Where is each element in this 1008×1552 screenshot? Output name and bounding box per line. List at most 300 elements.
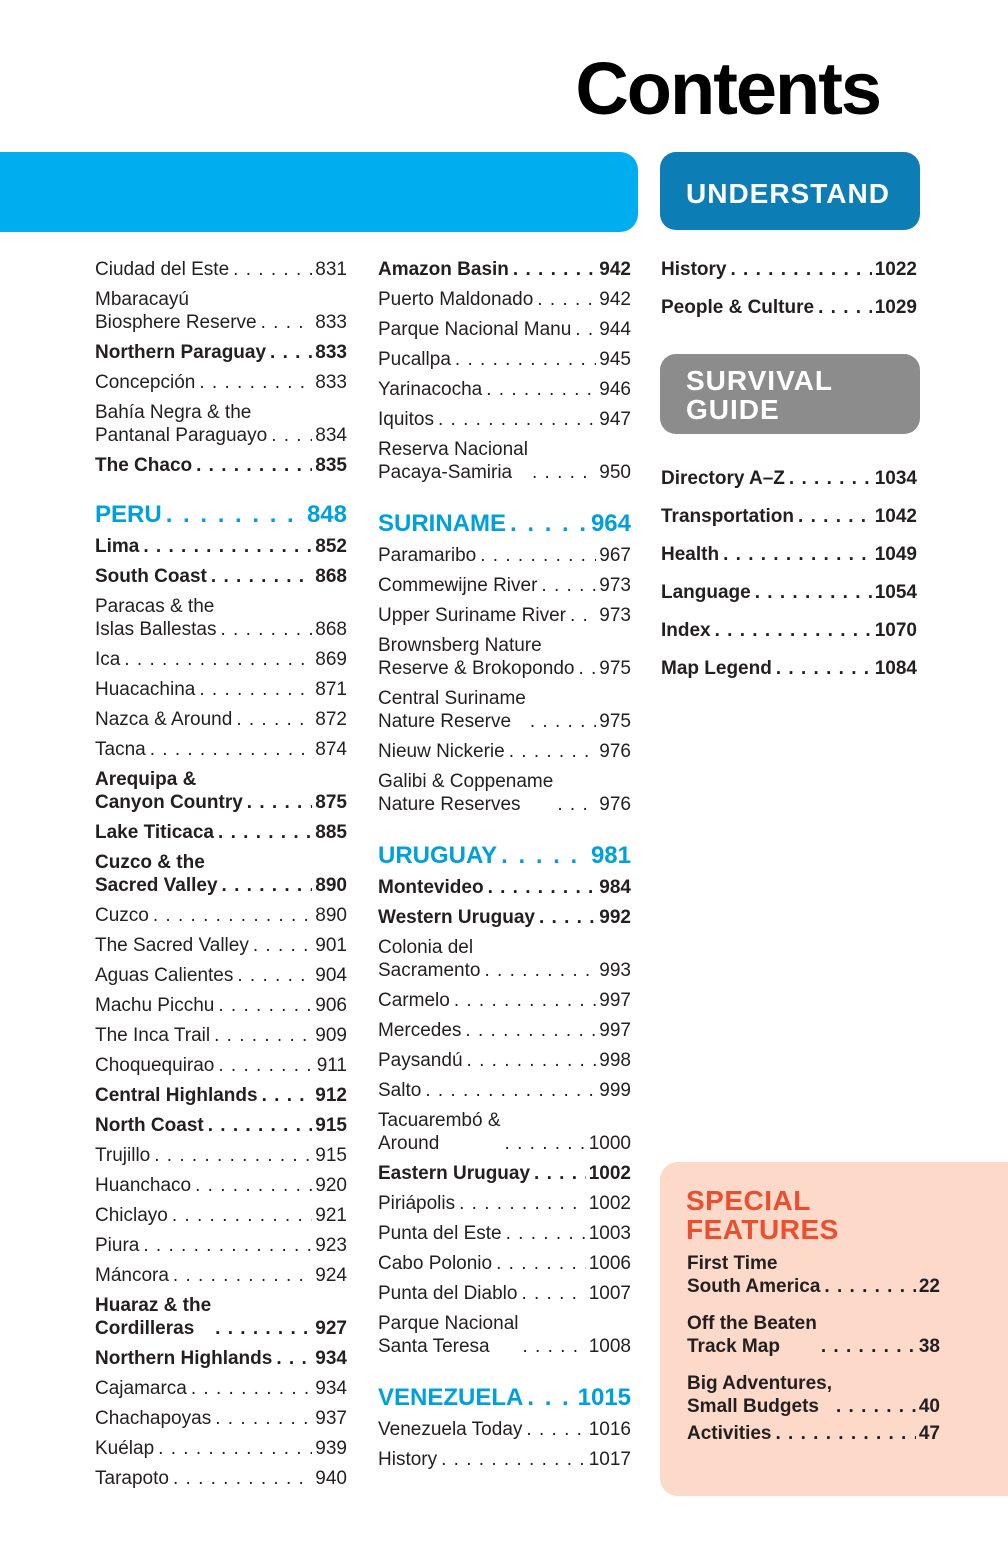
toc-entry-title: Parque Nacional Santa Teresa: [378, 1313, 519, 1357]
dot-leader: [557, 793, 596, 816]
dot-leader: [496, 1252, 586, 1275]
toc-entry-title: Northern Paraguay: [95, 342, 267, 363]
survival-guide-title: SURVIVAL GUIDE: [686, 365, 833, 425]
dot-leader: [214, 1024, 312, 1047]
toc-page-number: 992: [599, 907, 631, 928]
toc-entry-title: Parque Nacional Manu: [378, 319, 572, 340]
toc-page-number: 22: [918, 1276, 940, 1297]
toc-page-number: 940: [315, 1468, 347, 1489]
toc-section-heading: [95, 501, 347, 529]
toc-entry-title: Chiclayo: [95, 1205, 168, 1226]
toc-entry: [95, 1234, 347, 1257]
dot-leader: [195, 1174, 312, 1197]
dot-leader: [208, 1114, 313, 1137]
toc-entry-title: Mbaracayú Biosphere Reserve: [95, 289, 257, 333]
dot-leader: [124, 648, 312, 671]
toc-entry-title: Bahía Negra & the Pantanal Paraguayo: [95, 402, 268, 446]
toc-entry-title: Amazon Basin: [378, 259, 509, 280]
toc-entry: [661, 657, 917, 680]
toc-entry: [95, 454, 347, 477]
toc-page-number: 1042: [874, 506, 917, 527]
dot-leader: [425, 1079, 596, 1102]
toc-entry: [95, 708, 347, 731]
dot-leader: [253, 934, 312, 957]
toc-entry-title: Central Highlands: [95, 1085, 258, 1106]
toc-page-number: 1008: [588, 1336, 631, 1357]
toc-entry-title: Cuzco: [95, 905, 149, 926]
toc-page-number: 1084: [874, 658, 917, 679]
toc-entry-title: Northern Highlands: [95, 1348, 273, 1369]
toc-page-number: 939: [315, 1438, 347, 1459]
toc-entry-title: Galibi & Coppename Nature Reserves: [378, 771, 554, 815]
toc-entry: [378, 1418, 631, 1441]
toc-entry-title: Choquequirao: [95, 1055, 215, 1076]
toc-page-number: 1016: [588, 1419, 631, 1440]
toc-entry: [687, 1312, 940, 1358]
toc-page-number: 921: [315, 1205, 347, 1226]
toc-entry: [95, 401, 347, 447]
dot-leader: [506, 1222, 586, 1245]
dot-leader: [211, 565, 312, 588]
toc-entry-title: Punta del Este: [378, 1223, 502, 1244]
dot-leader: [488, 876, 597, 899]
toc-entry: [378, 1222, 631, 1245]
toc-page-number: 964: [590, 510, 631, 537]
dot-leader: [818, 296, 872, 319]
toc-page-number: 934: [315, 1348, 347, 1369]
toc-entry-title: Puerto Maldonado: [378, 289, 534, 310]
toc-entry-title: Arequipa & Canyon Country: [95, 769, 243, 813]
toc-entry: [378, 544, 631, 567]
toc-entry: [378, 408, 631, 431]
toc-page-number: 833: [315, 312, 347, 333]
toc-entry: [95, 1264, 347, 1287]
toc-entry: [95, 1437, 347, 1460]
dot-leader: [527, 1384, 574, 1412]
page-title: Contents: [575, 47, 880, 130]
toc-entry: [378, 348, 631, 371]
dot-leader: [723, 543, 872, 566]
dot-leader: [271, 424, 312, 447]
toc-page-number: 875: [315, 792, 347, 813]
special-features-title: SPECIAL FEATURES: [686, 1185, 839, 1245]
toc-page-number: 944: [599, 319, 631, 340]
toc-page-number: 967: [599, 545, 631, 566]
toc-entry: [378, 1192, 631, 1215]
toc-page-number: 906: [315, 995, 347, 1016]
toc-entry: [95, 288, 347, 334]
toc-page-number: 868: [315, 619, 347, 640]
toc-entry: [378, 740, 631, 763]
toc-entry-title: Nieuw Nickerie: [378, 741, 505, 762]
dot-leader: [509, 740, 597, 763]
toc-entry-title: PERU: [95, 501, 162, 528]
dot-leader: [578, 657, 596, 680]
toc-page-number: 1022: [874, 259, 917, 280]
toc-page-number: 973: [599, 605, 631, 626]
toc-entry: [378, 1079, 631, 1102]
toc-entry: [95, 738, 347, 761]
toc-entry: [95, 1054, 347, 1077]
dot-leader: [153, 904, 312, 927]
toc-entry-title: Paramaribo: [378, 545, 477, 566]
toc-entry: [378, 318, 631, 341]
toc-page-number: 833: [315, 342, 347, 363]
dot-leader: [534, 1162, 586, 1185]
toc-entry: [378, 687, 631, 733]
toc-page-number: 976: [599, 794, 631, 815]
toc-page-number: 942: [599, 289, 631, 310]
toc-page-number: 1002: [588, 1193, 631, 1214]
dot-leader: [143, 1234, 312, 1257]
toc-entry-title: Kuélap: [95, 1438, 155, 1459]
understand-list: [661, 258, 917, 319]
toc-page-number: 1070: [874, 620, 917, 641]
dot-leader: [158, 1437, 312, 1460]
toc-page-number: 852: [315, 536, 347, 557]
toc-entry-title: The Chaco: [95, 455, 193, 476]
toc-page-number: 871: [315, 679, 347, 700]
toc-entry: [378, 634, 631, 680]
toc-entry: [95, 258, 347, 281]
dot-leader: [143, 535, 312, 558]
toc-page-number: 890: [315, 905, 347, 926]
toc-entry: [661, 543, 917, 566]
toc-entry-title: Western Uruguay: [378, 907, 535, 928]
toc-entry: [95, 1467, 347, 1490]
dot-leader: [510, 510, 588, 538]
dot-leader: [270, 341, 312, 364]
dot-leader: [570, 604, 596, 627]
toc-entry-title: Carmelo: [378, 990, 450, 1011]
toc-entry: [95, 1347, 347, 1370]
toc-entry: [378, 378, 631, 401]
toc-page-number: 942: [599, 259, 631, 280]
toc-entry-title: Salto: [378, 1080, 422, 1101]
toc-entry-title: Tarapoto: [95, 1468, 169, 1489]
toc-entry-title: Health: [661, 544, 720, 565]
dot-leader: [532, 461, 596, 484]
toc-entry-title: Nazca & Around: [95, 709, 233, 730]
toc-entry-title: URUGUAY: [378, 842, 498, 869]
toc-page-number: 1015: [577, 1384, 631, 1411]
toc-entry: [378, 936, 631, 982]
toc-entry: [378, 906, 631, 929]
toc-entry-title: Montevideo: [378, 877, 484, 898]
toc-entry-title: SURINAME: [378, 510, 507, 537]
toc-page-number: 1006: [588, 1253, 631, 1274]
toc-entry-title: Lake Titicaca: [95, 822, 215, 843]
toc-page-number: 915: [315, 1145, 347, 1166]
toc-page-number: 1017: [588, 1449, 631, 1470]
dot-leader: [715, 619, 872, 642]
dot-leader: [459, 1192, 586, 1215]
toc-entry-title: Cuzco & the Sacred Valley: [95, 852, 218, 896]
toc-entry: [378, 1448, 631, 1471]
toc-entry-title: Ciudad del Este: [95, 259, 230, 280]
toc-page-number: 872: [315, 709, 347, 730]
toc-page-number: 1034: [874, 468, 917, 489]
toc-page-number: 975: [599, 658, 631, 679]
toc-entry-title: Huacachina: [95, 679, 196, 700]
toc-entry: [95, 1377, 347, 1400]
toc-page-number: 981: [590, 842, 631, 869]
toc-page-number: 934: [315, 1378, 347, 1399]
dot-leader: [836, 1395, 916, 1418]
dot-leader: [215, 1407, 312, 1430]
toc-page-number: 834: [315, 425, 347, 446]
dot-leader: [166, 501, 304, 529]
toc-entry-title: Central Suriname Nature Reserve: [378, 688, 526, 732]
toc-entry: [95, 595, 347, 641]
toc-entry-title: Tacuarembó & Around: [378, 1110, 501, 1154]
toc-page-number: 911: [316, 1055, 347, 1076]
dot-leader: [467, 1049, 597, 1072]
toc-entry: [661, 505, 917, 528]
toc-entry: [687, 1252, 940, 1298]
toc-entry-title: Mercedes: [378, 1020, 462, 1041]
dot-leader: [521, 1282, 585, 1305]
toc-entry-title: Paysandú: [378, 1050, 463, 1071]
toc-entry: [95, 934, 347, 957]
toc-entry: [378, 770, 631, 816]
toc-page-number: 1054: [874, 582, 917, 603]
special-features-list: [687, 1252, 940, 1445]
understand-section-header: UNDERSTAND: [660, 152, 920, 230]
toc-entry-title: Aguas Calientes: [95, 965, 234, 986]
toc-page-number: 950: [599, 462, 631, 483]
toc-entry: [687, 1372, 940, 1418]
toc-page-number: 912: [315, 1085, 347, 1106]
toc-page-number: 901: [315, 935, 347, 956]
toc-entry: [95, 964, 347, 987]
toc-entry-title: Trujillo: [95, 1145, 151, 1166]
toc-page-number: 984: [599, 877, 631, 898]
dot-leader: [454, 989, 596, 1012]
toc-entry-title: Chachapoyas: [95, 1408, 212, 1429]
toc-entry-title: People & Culture: [661, 297, 815, 318]
toc-entry: [378, 1282, 631, 1305]
dot-leader: [218, 994, 312, 1017]
toc-entry-title: Huaraz & the Cordilleras: [95, 1295, 212, 1339]
dot-leader: [173, 1264, 312, 1287]
toc-entry: [378, 989, 631, 1012]
toc-entry-title: First Time South America: [687, 1253, 821, 1297]
toc-entry-title: Machu Picchu: [95, 995, 215, 1016]
dot-leader: [824, 1275, 915, 1298]
toc-entry-title: Piriápolis: [378, 1193, 456, 1214]
dot-leader: [789, 467, 872, 490]
toc-entry-title: Big Adventures, Small Budgets: [687, 1373, 832, 1417]
toc-entry: [378, 574, 631, 597]
toc-entry-title: Venezuela Today: [378, 1419, 523, 1440]
dot-leader: [236, 708, 312, 731]
toc-entry-title: Eastern Uruguay: [378, 1163, 531, 1184]
dot-leader: [191, 1377, 312, 1400]
toc-page-number: 1002: [588, 1163, 631, 1184]
dot-leader: [220, 618, 312, 641]
toc-entry: [95, 1204, 347, 1227]
toc-entry: [95, 904, 347, 927]
toc-entry: [378, 1049, 631, 1072]
toc-entry-title: Punta del Diablo: [378, 1283, 518, 1304]
toc-page-number: 997: [599, 1020, 631, 1041]
toc-page-number: 998: [599, 1050, 631, 1071]
toc-entry: [661, 467, 917, 490]
toc-page-number: 927: [315, 1318, 347, 1339]
dot-leader: [154, 1144, 312, 1167]
survival-guide-list: [661, 467, 917, 680]
toc-entry-title: Commewijne River: [378, 575, 538, 596]
toc-page-number: 869: [315, 649, 347, 670]
dot-leader: [537, 288, 596, 311]
dot-leader: [522, 1335, 585, 1358]
toc-entry: [95, 994, 347, 1017]
toc-entry: [378, 1109, 631, 1155]
toc-entry-title: Piura: [95, 1235, 140, 1256]
dot-leader: [455, 348, 596, 371]
toc-page-number: 924: [315, 1265, 347, 1286]
dot-leader: [172, 1204, 312, 1227]
toc-column-2: [378, 258, 631, 1471]
toc-entry-title: Concepción: [95, 372, 196, 393]
toc-entry: [95, 535, 347, 558]
dot-leader: [776, 657, 872, 680]
toc-page-number: 38: [918, 1336, 940, 1357]
toc-entry-title: Brownsberg Nature Reserve & Brokopondo: [378, 635, 575, 679]
toc-page-number: 909: [315, 1025, 347, 1046]
toc-entry: [378, 604, 631, 627]
toc-entry: [95, 341, 347, 364]
toc-entry-title: Tacna: [95, 739, 146, 760]
toc-page-number: 885: [315, 822, 347, 843]
dot-leader: [730, 258, 871, 281]
toc-page-number: 848: [306, 501, 347, 528]
toc-page-number: 947: [599, 409, 631, 430]
dot-leader: [513, 258, 596, 281]
toc-entry: [378, 1162, 631, 1185]
header-color-bar: [0, 152, 638, 232]
toc-entry-title: Upper Suriname River: [378, 605, 566, 626]
dot-leader: [438, 408, 596, 431]
dot-leader: [261, 311, 313, 334]
toc-entry: [95, 1114, 347, 1137]
toc-section-heading: [378, 842, 631, 870]
toc-entry-title: North Coast: [95, 1115, 204, 1136]
toc-section-heading: [378, 1384, 631, 1412]
toc-section-heading: [378, 510, 631, 538]
toc-page-number: 904: [315, 965, 347, 986]
toc-entry: [378, 288, 631, 311]
toc-entry-title: Cajamarca: [95, 1378, 187, 1399]
toc-entry-title: Reserva Nacional Pacaya-Samiria: [378, 439, 528, 483]
dot-leader: [262, 1084, 313, 1107]
toc-page-number: 937: [315, 1408, 347, 1429]
toc-entry: [378, 1019, 631, 1042]
toc-entry: [95, 678, 347, 701]
dot-leader: [821, 1335, 916, 1358]
toc-column-1: [95, 258, 347, 1490]
toc-entry: [95, 1294, 347, 1340]
toc-page-number: 833: [315, 372, 347, 393]
toc-entry-title: Paracas & the Islas Ballestas: [95, 596, 217, 640]
toc-page-number: 945: [599, 349, 631, 370]
toc-page-number: 973: [599, 575, 631, 596]
toc-entry-title: The Inca Trail: [95, 1025, 211, 1046]
dot-leader: [199, 678, 312, 701]
toc-entry: [378, 876, 631, 899]
toc-entry-title: Activities: [687, 1423, 772, 1444]
toc-page-number: 923: [315, 1235, 347, 1256]
toc-entry-title: VENEZUELA: [378, 1384, 524, 1411]
toc-entry-title: Language: [661, 582, 751, 603]
toc-page-number: 835: [315, 455, 347, 476]
dot-leader: [798, 505, 872, 528]
toc-page-number: 868: [315, 566, 347, 587]
toc-entry: [95, 851, 347, 897]
toc-entry-title: History: [661, 259, 727, 280]
dot-leader: [441, 1448, 586, 1471]
toc-entry-title: History: [378, 1449, 438, 1470]
dot-leader: [196, 454, 312, 477]
toc-page-number: 831: [315, 259, 347, 280]
toc-page-number: 997: [599, 990, 631, 1011]
survival-guide-section-header: [660, 354, 920, 434]
dot-leader: [526, 1418, 585, 1441]
toc-entry-title: Index: [661, 620, 711, 641]
dot-leader: [539, 906, 596, 929]
toc-page-number: 1029: [874, 297, 917, 318]
dot-leader: [233, 258, 312, 281]
dot-leader: [480, 544, 596, 567]
dot-leader: [541, 574, 596, 597]
toc-page-number: 1049: [874, 544, 917, 565]
dot-leader: [150, 738, 313, 761]
dot-leader: [484, 959, 596, 982]
toc-entry: [95, 1174, 347, 1197]
toc-page-number: 40: [918, 1396, 940, 1417]
dot-leader: [247, 791, 313, 814]
toc-entry-title: Máncora: [95, 1265, 169, 1286]
dot-leader: [505, 1132, 586, 1155]
dot-leader: [530, 710, 596, 733]
toc-entry: [95, 821, 347, 844]
toc-entry: [95, 1407, 347, 1430]
toc-page-number: 1007: [588, 1283, 631, 1304]
toc-page-number: 999: [599, 1080, 631, 1101]
dot-leader: [501, 842, 588, 870]
toc-page-number: 993: [599, 960, 631, 981]
toc-entry-title: Directory A–Z: [661, 468, 785, 489]
toc-entry-title: Colonia del Sacramento: [378, 937, 481, 981]
toc-entry: [378, 438, 631, 484]
toc-entry-title: Transportation: [661, 506, 795, 527]
toc-entry-title: Lima: [95, 536, 140, 557]
toc-page-number: 1003: [588, 1223, 631, 1244]
toc-entry: [95, 565, 347, 588]
toc-entry-title: Off the Beaten Track Map: [687, 1313, 817, 1357]
toc-page-number: 47: [918, 1423, 940, 1444]
toc-entry-title: Cabo Polonio: [378, 1253, 493, 1274]
toc-entry: [661, 258, 917, 281]
dot-leader: [486, 378, 596, 401]
toc-entry: [378, 258, 631, 281]
toc-entry-title: The Sacred Valley: [95, 935, 249, 956]
toc-entry: [378, 1252, 631, 1275]
toc-entry: [661, 581, 917, 604]
dot-leader: [276, 1347, 312, 1370]
toc-entry-title: Pucallpa: [378, 349, 451, 370]
